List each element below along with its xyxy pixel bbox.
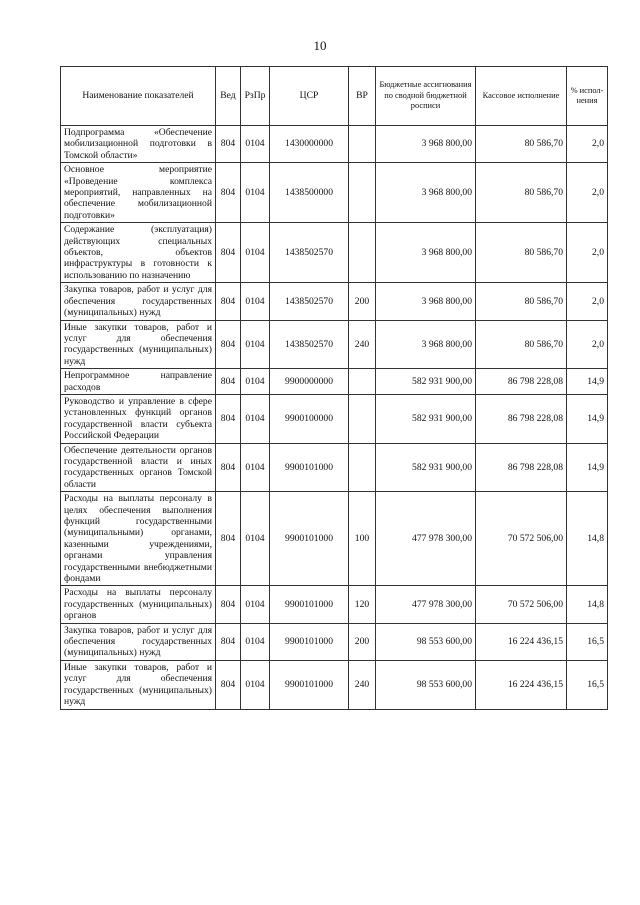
row-percent: 16,5 xyxy=(567,623,608,660)
row-ved: 804 xyxy=(216,320,241,369)
row-rzpr: 0104 xyxy=(241,586,270,623)
table-header-row xyxy=(61,67,608,126)
row-csr: 9900101000 xyxy=(270,623,349,660)
table-row xyxy=(61,394,608,443)
row-budget: 477 978 300,00 xyxy=(376,492,476,586)
row-rzpr: 0104 xyxy=(241,623,270,660)
row-cash: 80 586,70 xyxy=(476,126,567,163)
row-cash: 86 798 228,08 xyxy=(476,369,567,395)
budget-execution-table xyxy=(60,66,608,710)
row-percent: 16,5 xyxy=(567,660,608,709)
row-budget: 98 553 600,00 xyxy=(376,623,476,660)
row-rzpr: 0104 xyxy=(241,163,270,223)
row-csr: 1438502570 xyxy=(270,223,349,283)
row-budget: 3 968 800,00 xyxy=(376,163,476,223)
row-csr: 9900101000 xyxy=(270,443,349,492)
row-ved: 804 xyxy=(216,660,241,709)
table-row xyxy=(61,623,608,660)
row-budget: 582 931 900,00 xyxy=(376,394,476,443)
row-cash: 80 586,70 xyxy=(476,320,567,369)
row-rzpr: 0104 xyxy=(241,660,270,709)
row-vr: 120 xyxy=(349,586,376,623)
row-name: Основное мероприятие «Проведение комплекса мероприятий, направленных на обеспечение мобилизационной подготовки» xyxy=(61,163,216,223)
row-rzpr: 0104 xyxy=(241,283,270,320)
table-row xyxy=(61,492,608,586)
row-cash: 16 224 436,15 xyxy=(476,623,567,660)
row-budget: 3 968 800,00 xyxy=(376,223,476,283)
table-row xyxy=(61,320,608,369)
row-budget: 477 978 300,00 xyxy=(376,586,476,623)
row-ved: 804 xyxy=(216,623,241,660)
row-name: Непрограммное направление расходов xyxy=(61,369,216,395)
row-ved: 804 xyxy=(216,586,241,623)
row-csr: 9900000000 xyxy=(270,369,349,395)
table-row xyxy=(61,223,608,283)
row-percent: 14,8 xyxy=(567,492,608,586)
header-ved: Вед xyxy=(216,67,241,126)
row-vr xyxy=(349,394,376,443)
row-name: Закупка товаров, работ и услуг для обеспечения государственных (муниципальных) нужд xyxy=(61,283,216,320)
row-name: Обеспечение деятельности органов государственной власти и иных государственных органов Томской области xyxy=(61,443,216,492)
row-cash: 80 586,70 xyxy=(476,283,567,320)
row-ved: 804 xyxy=(216,126,241,163)
row-ved: 804 xyxy=(216,283,241,320)
header-csr: ЦСР xyxy=(270,67,349,126)
row-name: Руководство и управление в сфере установленных функций органов государственной власти субъекта Российской Федерации xyxy=(61,394,216,443)
row-name: Расходы на выплаты персоналу государственных (муниципальных) органов xyxy=(61,586,216,623)
header-name: Наименование показателей xyxy=(61,67,216,126)
row-cash: 16 224 436,15 xyxy=(476,660,567,709)
row-percent: 14,8 xyxy=(567,586,608,623)
row-cash: 70 572 506,00 xyxy=(476,586,567,623)
row-csr: 1438500000 xyxy=(270,163,349,223)
row-budget: 3 968 800,00 xyxy=(376,283,476,320)
row-csr: 1438502570 xyxy=(270,283,349,320)
row-vr xyxy=(349,126,376,163)
row-name: Подпрограмма «Обеспечение мобилизационной подготовки в Томской области» xyxy=(61,126,216,163)
row-name: Содержание (эксплуатация) действующих специальных объектов, объектов инфраструктуры в готовности к использованию по назначению xyxy=(61,223,216,283)
row-csr: 9900100000 xyxy=(270,394,349,443)
header-percent: % испол-нения xyxy=(567,67,608,126)
row-cash: 70 572 506,00 xyxy=(476,492,567,586)
row-budget: 98 553 600,00 xyxy=(376,660,476,709)
row-vr xyxy=(349,163,376,223)
header-vr: ВР xyxy=(349,67,376,126)
table-row xyxy=(61,443,608,492)
row-percent: 2,0 xyxy=(567,223,608,283)
row-vr xyxy=(349,443,376,492)
row-name: Иные закупки товаров, работ и услуг для обеспечения государственных (муниципальных) нужд xyxy=(61,660,216,709)
row-vr: 240 xyxy=(349,660,376,709)
row-vr: 200 xyxy=(349,283,376,320)
row-csr: 9900101000 xyxy=(270,660,349,709)
row-rzpr: 0104 xyxy=(241,126,270,163)
row-csr: 1438502570 xyxy=(270,320,349,369)
row-ved: 804 xyxy=(216,223,241,283)
row-percent: 14,9 xyxy=(567,369,608,395)
page-number: 10 xyxy=(313,38,327,53)
header-rzpr: РзПр xyxy=(241,67,270,126)
row-csr: 9900101000 xyxy=(270,492,349,586)
table-row xyxy=(61,283,608,320)
row-ved: 804 xyxy=(216,369,241,395)
table-row xyxy=(61,369,608,395)
table-row xyxy=(61,126,608,163)
row-vr xyxy=(349,223,376,283)
row-ved: 804 xyxy=(216,443,241,492)
row-rzpr: 0104 xyxy=(241,223,270,283)
row-vr: 240 xyxy=(349,320,376,369)
row-percent: 2,0 xyxy=(567,283,608,320)
row-name: Иные закупки товаров, работ и услуг для обеспечения государственных (муниципальных) нужд xyxy=(61,320,216,369)
row-rzpr: 0104 xyxy=(241,369,270,395)
row-percent: 14,9 xyxy=(567,394,608,443)
row-rzpr: 0104 xyxy=(241,443,270,492)
row-name: Расходы на выплаты персоналу в целях обеспечения выполнения функций государственными (муниципальными) органами, казенными учреждениями, органами управления государственными внебюджетными фондами xyxy=(61,492,216,586)
row-budget: 582 931 900,00 xyxy=(376,369,476,395)
row-ved: 804 xyxy=(216,163,241,223)
row-budget: 582 931 900,00 xyxy=(376,443,476,492)
row-vr xyxy=(349,369,376,395)
row-ved: 804 xyxy=(216,492,241,586)
row-csr: 1430000000 xyxy=(270,126,349,163)
row-rzpr: 0104 xyxy=(241,320,270,369)
row-percent: 14,9 xyxy=(567,443,608,492)
table-row xyxy=(61,163,608,223)
row-percent: 2,0 xyxy=(567,126,608,163)
row-budget: 3 968 800,00 xyxy=(376,320,476,369)
table-row xyxy=(61,660,608,709)
header-cash: Кассовое исполнение xyxy=(476,67,567,126)
table-row xyxy=(61,586,608,623)
row-cash: 86 798 228,08 xyxy=(476,443,567,492)
row-percent: 2,0 xyxy=(567,320,608,369)
row-cash: 80 586,70 xyxy=(476,223,567,283)
row-percent: 2,0 xyxy=(567,163,608,223)
row-cash: 86 798 228,08 xyxy=(476,394,567,443)
row-name: Закупка товаров, работ и услуг для обеспечения государственных (муниципальных) нужд xyxy=(61,623,216,660)
row-cash: 80 586,70 xyxy=(476,163,567,223)
row-vr: 100 xyxy=(349,492,376,586)
row-vr: 200 xyxy=(349,623,376,660)
row-rzpr: 0104 xyxy=(241,394,270,443)
row-budget: 3 968 800,00 xyxy=(376,126,476,163)
row-ved: 804 xyxy=(216,394,241,443)
row-csr: 9900101000 xyxy=(270,586,349,623)
row-rzpr: 0104 xyxy=(241,492,270,586)
header-budget: Бюджетные ассигнования по сводной бюджетной росписи xyxy=(376,67,476,126)
